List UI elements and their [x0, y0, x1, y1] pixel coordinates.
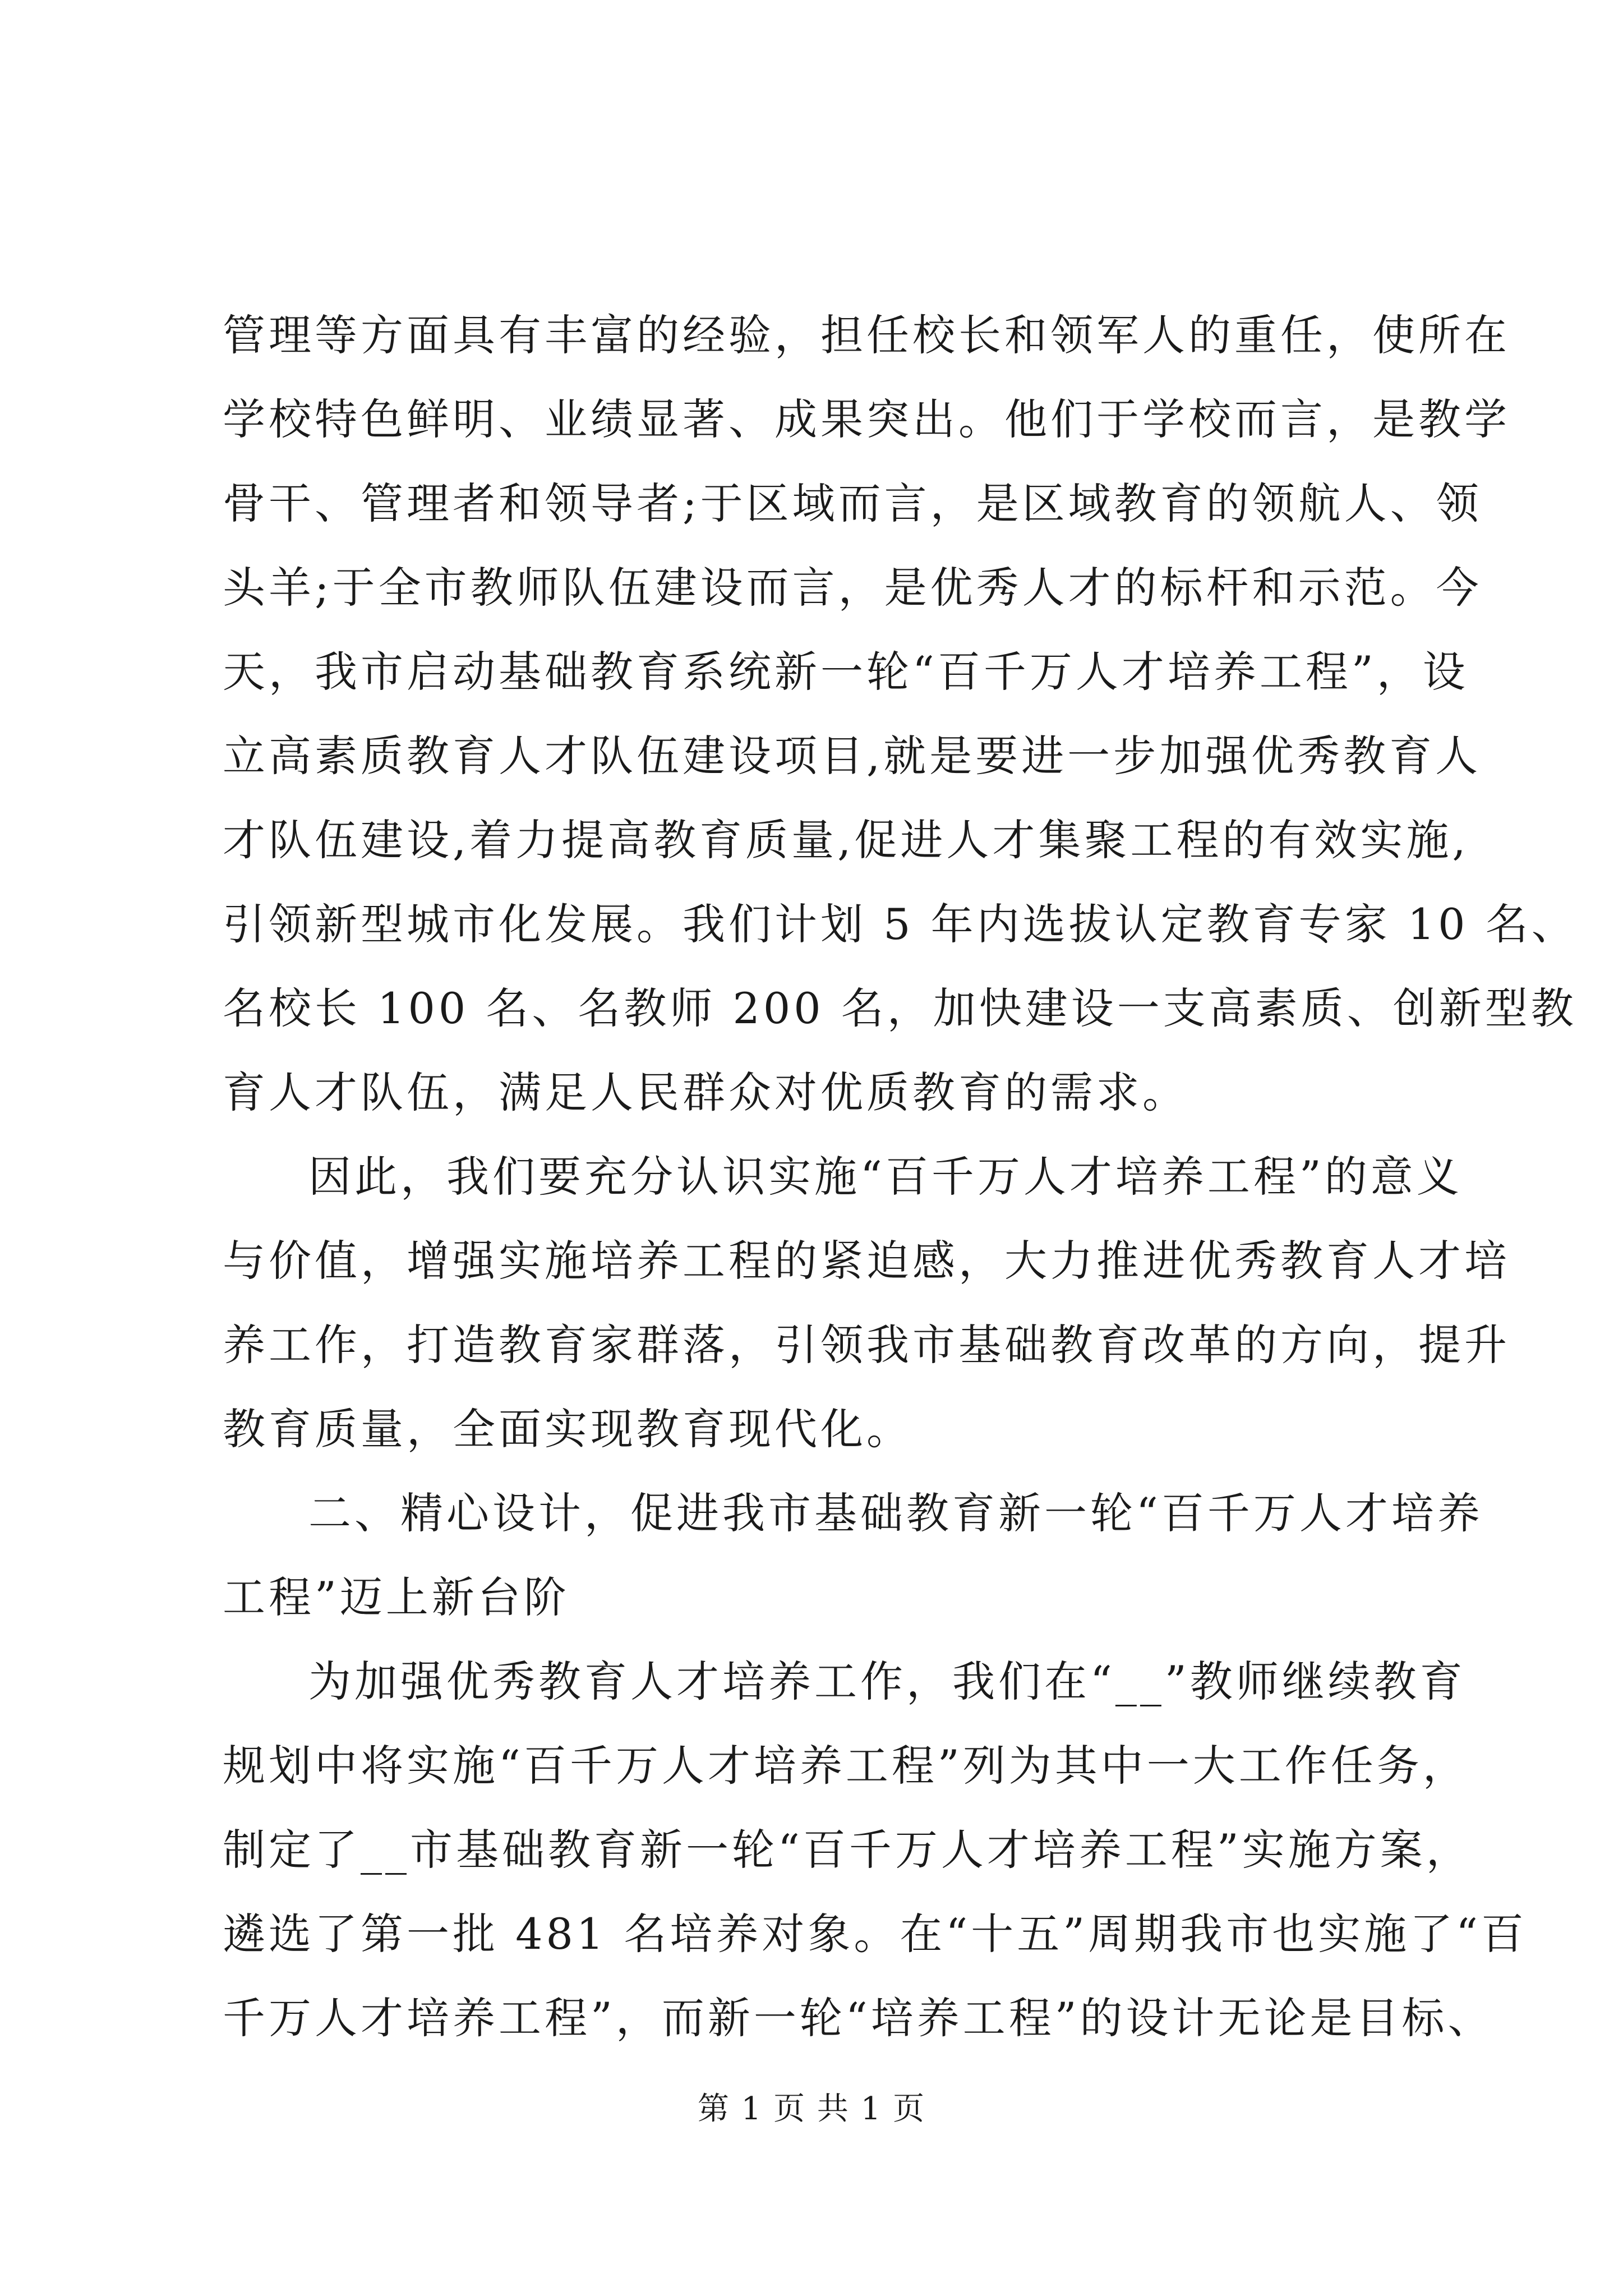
section-heading-line-2: 工程”迈上新台阶 — [223, 1572, 570, 1622]
body-line-3: 骨干、管理者和领导者;于区域而言，是区域教育的领航人、领 — [223, 478, 1482, 528]
body-line-11: 因此，我们要充分认识实施“百千万人才培养工程”的意义 — [308, 1152, 1463, 1202]
page-footer: 第 1 页 共 1 页 — [697, 2091, 926, 2127]
body-line-5: 天，我市启动基础教育系统新一轮“百千万人才培养工程”，设 — [223, 647, 1469, 697]
body-line-1: 管理等方面具有丰富的经验，担任校长和领军人的重任，使所在 — [223, 310, 1510, 360]
body-line-12: 与价值，增强实施培养工程的紧迫感，大力推进优秀教育人才培 — [223, 1236, 1510, 1286]
body-line-19: 制定了__市基础教育新一轮“百千万人才培养工程”实施方案， — [223, 1825, 1472, 1875]
body-line-17: 为加强优秀教育人才培养工作，我们在“__”教师继续教育 — [308, 1657, 1466, 1706]
body-line-21: 千万人才培养工程”，而新一轮“培养工程”的设计无论是目标、 — [223, 1993, 1494, 2043]
body-line-6: 立高素质教育人才队伍建设项目,就是要进一步加强优秀教育人 — [223, 731, 1482, 781]
body-line-14: 教育质量，全面实现教育现代化。 — [223, 1404, 912, 1454]
body-line-4: 头羊;于全市教师队伍建设而言，是优秀人才的标杆和示范。今 — [223, 563, 1482, 613]
body-line-9: 名校长 100 名、名教师 200 名，加快建设一支高素质、创新型教 — [223, 983, 1577, 1033]
body-line-13: 养工作，打造教育家群落，引领我市基础教育改革的方向，提升 — [223, 1320, 1510, 1370]
body-line-10: 育人才队伍，满足人民群众对优质教育的需求。 — [223, 1068, 1188, 1117]
body-line-18: 规划中将实施“百千万人才培养工程”列为其中一大工作任务， — [223, 1741, 1469, 1791]
section-heading-line-1: 二、精心设计，促进我市基础教育新一轮“百千万人才培养 — [308, 1488, 1483, 1538]
body-line-7: 才队伍建设,着力提高教育质量,促进人才集聚工程的有效实施, — [223, 815, 1469, 865]
body-line-8: 引领新型城市化发展。我们计划 5 年内选拔认定教育专家 10 名、 — [223, 899, 1578, 949]
body-line-20: 遴选了第一批 481 名培养对象。在“十五”周期我市也实施了“百 — [223, 1909, 1527, 1959]
body-line-2: 学校特色鲜明、业绩显著、成果突出。他们于学校而言，是教学 — [223, 394, 1510, 444]
